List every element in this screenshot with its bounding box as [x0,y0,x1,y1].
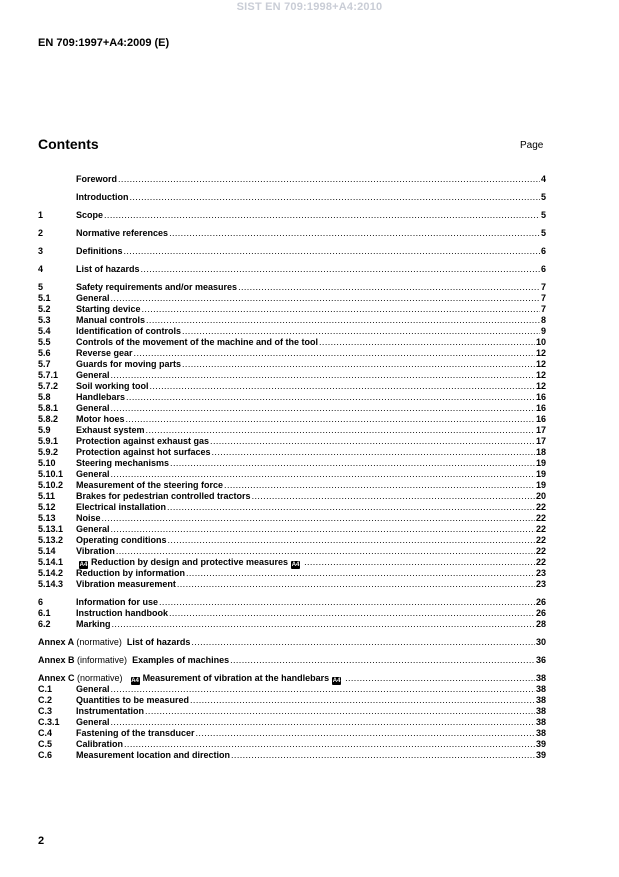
toc-entry-number: C.6 [38,750,53,760]
toc-entry-title [76,469,110,480]
toc-entry-page: 22 [535,557,546,567]
toc-entry-number: 5.5 [38,337,51,347]
dot-leader [134,348,535,359]
toc-entry-number: 5.7.1 [38,370,59,380]
toc-entry-title [76,524,110,535]
toc-entry-title [76,535,167,546]
toc-entry-text: Protection against exhaust gas [76,436,210,446]
toc-entry[interactable] [38,739,546,750]
toc-entry[interactable] [38,717,546,728]
toc-entry-number: 5.14.1 [38,557,64,567]
dot-leader [111,403,535,414]
toc-entry-text: Measurement location and direction [76,750,231,760]
toc-entry[interactable] [38,458,546,469]
toc-entry-page: 5 [540,210,546,220]
amendment-start-icon: A4 [131,678,139,684]
toc-entry-page: 19 [535,469,546,479]
dot-leader [142,304,540,315]
toc-entry[interactable] [38,469,546,480]
toc-entry-text: Foreword [76,174,118,184]
toc-entry-number: 5.13 [38,513,56,523]
toc-entry-page: 38 [535,717,546,727]
toc-entry[interactable] [38,695,546,706]
toc-entry-number: 3 [38,246,44,256]
toc-entry-title [38,655,229,666]
dot-leader [345,673,535,684]
page-column-label: Page [520,140,544,151]
toc-entry-title [76,370,110,381]
toc-entry-text: Normative references [76,228,169,238]
toc-entry[interactable] [38,684,546,695]
toc-entry-page: 22 [535,502,546,512]
toc-entry-title [76,579,176,590]
watermark: SIST EN 709:1998+A4:2010 [236,1,383,13]
dot-leader [150,381,535,392]
toc-entry-number: C.5 [38,739,53,749]
dot-leader [124,739,535,750]
toc-entry-text: Measurement of vibration at the handlebars [142,673,330,683]
page-number: 2 [38,835,45,847]
toc-entry[interactable] [38,480,546,491]
toc-entry-text: Calibration [76,739,124,749]
dot-leader [116,546,535,557]
toc-entry-page: 28 [535,619,546,629]
toc-entry-title [76,337,318,348]
dot-leader [169,228,540,239]
toc-entry[interactable] [38,370,546,381]
toc-entry-title [76,728,195,739]
toc-entry-number: 5.14.3 [38,579,64,589]
toc-entry-title [76,210,103,221]
toc-entry-title [76,695,189,706]
toc-entry-text: Starting device [76,304,141,314]
dot-leader [111,370,535,381]
toc-entry-title [38,637,190,648]
toc-entry-text: Fastening of the transducer [76,728,195,738]
toc-entry[interactable] [38,673,546,684]
toc-entry-page: 39 [535,739,546,749]
toc-entry-number: 5.14 [38,546,56,556]
toc-entry-number: 5.7.2 [38,381,59,391]
toc-entry-title [76,359,181,370]
dot-leader [212,447,535,458]
toc-entry-number: 5.10.2 [38,480,64,490]
toc-entry-page: 16 [535,403,546,413]
table-of-contents [38,174,546,761]
toc-entry-number: 1 [38,210,44,220]
dot-leader [319,337,535,348]
toc-entry-text: List of hazards [126,637,191,647]
toc-entry-text: List of hazards [76,264,140,274]
toc-entry-text: Handlebars [76,392,126,402]
dot-leader [167,502,535,513]
toc-entry[interactable] [38,304,546,315]
toc-entry-text: Marking [76,619,111,629]
toc-entry-text: Controls of the movement of the machine and of the tool [76,337,319,347]
toc-entry[interactable] [38,293,546,304]
toc-entry-page: 20 [535,491,546,501]
toc-entry-page: 22 [535,535,546,545]
toc-entry-title [76,228,168,239]
toc-entry[interactable] [38,502,546,513]
toc-entry-page: 22 [535,546,546,556]
dot-leader [112,619,535,630]
toc-entry-title [76,304,141,315]
toc-entry-page: 26 [535,597,546,607]
annex-type: (normative) [76,637,122,647]
toc-entry-title [76,608,168,619]
dot-leader [141,264,540,275]
toc-entry[interactable] [38,282,546,293]
toc-entry-number: C.4 [38,728,53,738]
toc-entry[interactable] [38,619,546,630]
toc-entry-title [76,619,111,630]
toc-entry[interactable] [38,381,546,392]
toc-entry-text: Electrical installation [76,502,167,512]
toc-entry-number: 5.3 [38,315,51,325]
toc-entry-text: Identification of controls [76,326,181,336]
toc-entry[interactable] [38,524,546,535]
toc-entry-title [76,717,110,728]
toc-entry[interactable] [38,192,546,203]
toc-entry[interactable] [38,750,546,761]
toc-entry[interactable] [38,337,546,348]
dot-leader [146,315,540,326]
annex-type: (normative) [77,673,123,683]
dot-leader [210,436,535,447]
toc-entry-number: 6.2 [38,619,51,629]
dot-leader [168,535,535,546]
dot-leader [191,637,535,648]
toc-entry-text: Reduction by design and protective measures [91,557,289,567]
toc-entry-number: 5.11 [38,491,56,501]
toc-entry-text: General [76,684,110,694]
annex-label: Annex A [38,637,74,647]
toc-entry[interactable] [38,608,546,619]
dot-leader [111,684,535,695]
dot-leader [231,750,535,761]
toc-entry[interactable] [38,348,546,359]
toc-entry-number: C.2 [38,695,53,705]
toc-entry-page: 38 [535,695,546,705]
dot-leader [126,392,535,403]
toc-entry-number: 5.12 [38,502,56,512]
toc-entry-page: 23 [535,579,546,589]
toc-entry-page: 16 [535,392,546,402]
toc-entry-text: Introduction [76,192,129,202]
dot-leader [145,706,535,717]
toc-entry-page: 10 [535,337,546,347]
dot-leader [238,282,540,293]
toc-entry[interactable] [38,706,546,717]
toc-entry-title [76,326,181,337]
toc-entry-text: Instruction handbook [76,608,168,618]
dot-leader [177,579,535,590]
toc-entry-page: 17 [535,436,546,446]
toc-entry-text: Vibration [76,546,115,556]
dot-leader [252,491,535,502]
toc-entry-text: Examples of machines [132,655,230,665]
toc-entry-number: C.1 [38,684,53,694]
toc-entry[interactable] [38,436,546,447]
toc-entry-title [76,568,185,579]
toc-entry-title [76,458,169,469]
toc-entry[interactable] [38,728,546,739]
toc-entry-text: Exhaust system [76,425,145,435]
toc-entry-text: Information for use [76,597,159,607]
amendment-end-icon: A4 [332,678,341,684]
toc-entry-text: Operating conditions [76,535,167,545]
toc-entry-title [76,684,110,695]
toc-entry-title [76,392,125,403]
toc-entry-text: Brakes for pedestrian controlled tractors [76,491,251,501]
toc-entry-text: General [76,403,110,413]
toc-entry-title [76,293,110,304]
toc-entry[interactable] [38,315,546,326]
dot-leader [104,210,540,221]
toc-entry-title [76,739,123,750]
toc-entry-number: 5.9.1 [38,436,59,446]
dot-leader [304,557,535,568]
toc-entry-text: Manual controls [76,315,146,325]
toc-entry-title [76,414,125,425]
dot-leader [118,174,540,185]
toc-entry-page: 18 [535,447,546,457]
toc-entry-text: General [76,469,110,479]
toc-entry-page: 38 [535,728,546,738]
toc-entry-page: 7 [540,293,546,303]
toc-entry-page: 12 [535,359,546,369]
amendment-end-icon: A4 [291,562,300,568]
toc-entry-page: 23 [535,568,546,578]
toc-entry-text: General [76,524,110,534]
toc-entry-title [76,447,211,458]
toc-entry-page: 4 [540,174,546,184]
toc-entry-title [76,502,166,513]
annex-type: (informative) [77,655,128,665]
toc-entry-number: 5.6 [38,348,51,358]
toc-entry[interactable] [38,228,546,239]
toc-entry-title [76,425,145,436]
toc-entry-page: 38 [535,673,546,683]
dot-leader [182,359,535,370]
toc-entry-page: 26 [535,608,546,618]
toc-entry-page: 19 [535,480,546,490]
toc-entry[interactable] [38,535,546,546]
toc-entry-page: 5 [540,192,546,202]
annex-label: Annex C [38,673,75,683]
toc-entry[interactable] [38,513,546,524]
toc-entry-title [76,750,230,761]
toc-entry-text: Noise [76,513,101,523]
toc-entry[interactable] [38,264,546,275]
toc-entry-number: 5.13.2 [38,535,64,545]
toc-entry-number: 5.1 [38,293,51,303]
toc-entry-number: C.3 [38,706,53,716]
toc-entry-text: Quantities to be measured [76,695,190,705]
toc-entry-number: 5.4 [38,326,51,336]
toc-entry-title [76,174,117,185]
toc-entry-number: C.3.1 [38,717,60,727]
toc-entry-page: 17 [535,425,546,435]
toc-entry-number: 5.9 [38,425,51,435]
dot-leader [146,425,535,436]
toc-entry[interactable] [38,326,546,337]
toc-entry-text: Protection against hot surfaces [76,447,211,457]
toc-entry-number: 5.13.1 [38,524,64,534]
toc-entry-page: 39 [535,750,546,760]
toc-entry[interactable] [38,546,546,557]
toc-entry-number: 5 [38,282,44,292]
toc-entry-title [76,546,115,557]
dot-leader [111,293,540,304]
toc-entry-number: 5.14.2 [38,568,64,578]
toc-entry-text: Instrumentation [76,706,145,716]
dot-leader [224,480,535,491]
toc-entry-text: Motor hoes [76,414,125,424]
toc-entry[interactable] [38,210,546,221]
dot-leader [190,695,535,706]
toc-entry[interactable] [38,392,546,403]
toc-entry-number: 5.8.2 [38,414,59,424]
dot-leader [130,192,540,203]
dot-leader [159,597,535,608]
toc-entry-page: 38 [535,684,546,694]
toc-entry-text: Reduction by information [76,568,185,578]
toc-entry[interactable] [38,579,546,590]
toc-entry-page: 8 [540,315,546,325]
toc-entry-page: 22 [535,524,546,534]
toc-entry-number: 5.8 [38,392,51,402]
toc-entry[interactable] [38,414,546,425]
toc-entry-title [76,436,209,447]
toc-entry-number: 5.9.2 [38,447,59,457]
toc-entry-page: 22 [535,513,546,523]
toc-entry-text: General [76,717,110,727]
toc-entry-title [76,381,149,392]
toc-entry-page: 12 [535,370,546,380]
toc-entry[interactable] [38,246,546,257]
toc-entry-title [76,597,158,608]
toc-entry-title [76,403,110,414]
toc-entry-page: 5 [540,228,546,238]
toc-entry[interactable] [38,403,546,414]
toc-entry[interactable] [38,637,546,648]
toc-entry-page: 16 [535,414,546,424]
toc-entry-text: Scope [76,210,104,220]
dot-leader [111,524,535,535]
toc-entry[interactable] [38,568,546,579]
toc-entry-page: 12 [535,348,546,358]
toc-entry-page: 6 [540,264,546,274]
toc-entry-text: Guards for moving parts [76,359,182,369]
toc-entry[interactable] [38,359,546,370]
toc-entry-text: General [76,370,110,380]
annex-label: Annex B [38,655,75,665]
toc-entry-number: 5.8.1 [38,403,59,413]
dot-leader [169,608,535,619]
toc-entry[interactable] [38,425,546,436]
toc-entry[interactable] [38,597,546,608]
toc-entry-number: 5.10.1 [38,469,64,479]
toc-entry-title [76,348,133,359]
dot-leader [126,414,535,425]
toc-entry-text: General [76,293,110,303]
toc-entry-title [76,282,237,293]
toc-entry-title [76,491,251,502]
contents-heading: Contents [38,136,99,152]
toc-entry-text: Vibration measurement [76,579,176,589]
toc-entry-title [76,513,101,524]
toc-entry[interactable] [38,447,546,458]
toc-entry-page: 36 [535,655,546,665]
dot-leader [186,568,535,579]
toc-entry-text: Soil working tool [76,381,149,391]
toc-entry-page: 38 [535,706,546,716]
toc-entry-number: 6 [38,597,44,607]
dot-leader [102,513,535,524]
toc-entry-page: 30 [535,637,546,647]
toc-entry-number: 4 [38,264,44,274]
toc-entry[interactable] [38,655,546,666]
toc-entry[interactable] [38,174,546,185]
dot-leader [182,326,540,337]
amendment-start-icon: A4 [79,562,88,568]
dot-leader [111,469,535,480]
toc-entry-title [76,480,223,491]
toc-entry-page: 6 [540,246,546,256]
toc-entry-text: Reverse gear [76,348,133,358]
toc-entry-title [76,264,140,275]
dot-leader [111,717,535,728]
toc-entry-page: 7 [540,282,546,292]
toc-entry-page: 19 [535,458,546,468]
toc-entry-page: 9 [540,326,546,336]
toc-entry[interactable] [38,491,546,502]
toc-entry-text: Steering mechanisms [76,458,170,468]
toc-entry-title [76,246,123,257]
toc-entry-number: 5.7 [38,359,51,369]
toc-entry-title [76,315,145,326]
dot-leader [124,246,540,257]
toc-entry[interactable] [38,557,546,568]
document-id: EN 709:1997+A4:2009 (E) [38,37,170,49]
toc-entry-number: 2 [38,228,44,238]
toc-entry-number: 5.10 [38,458,56,468]
toc-entry-number: 5.2 [38,304,51,314]
toc-entry-title [76,706,144,717]
toc-entry-text: Safety requirements and/or measures [76,282,238,292]
toc-entry-text: Measurement of the steering force [76,480,224,490]
toc-entry-page: 12 [535,381,546,391]
dot-leader [170,458,535,469]
dot-leader [230,655,535,666]
dot-leader [196,728,535,739]
toc-entry-title [76,192,129,203]
toc-entry-number: 6.1 [38,608,51,618]
toc-entry-text: Definitions [76,246,123,256]
toc-entry-page: 7 [540,304,546,314]
